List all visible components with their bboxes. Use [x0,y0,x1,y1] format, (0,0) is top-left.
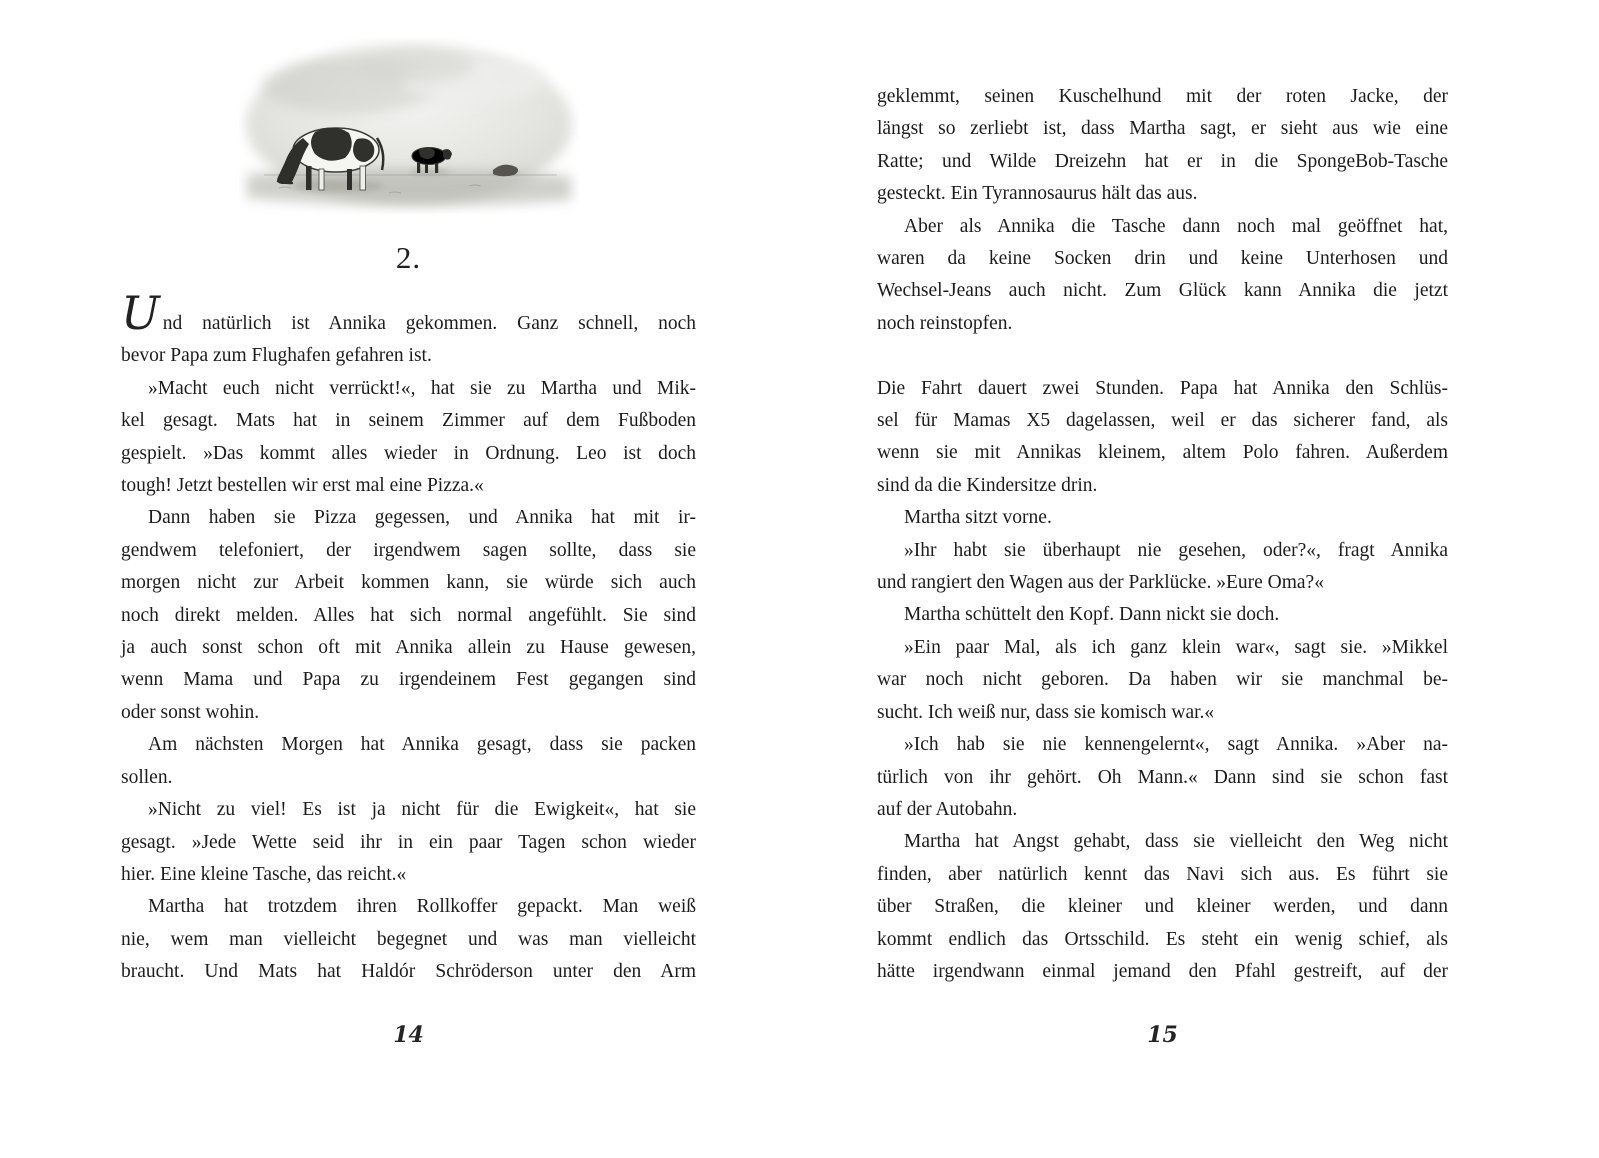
text-line: ja auch sonst schon oft mit Annika allein zu Hause gewesen, [121,637,696,659]
left-page [121,0,696,1158]
paragraph [877,535,1448,600]
text-line: gesteckt. Ein Tyrannosaurus hält das aus. [877,183,1198,205]
left-page-text [121,286,696,989]
text-line: kel gesagt. Mats hat in seinem Zimmer auf dem Fußboden [121,410,696,432]
paragraph [877,81,1448,211]
text-line: sind da die Kindersitze drin. [877,474,1098,496]
text-line: Martha hat Angst gehabt, dass sie vielleicht den Weg nicht [904,831,1448,853]
text-line: waren da keine Socken drin und keine Unterhosen und [877,248,1448,270]
text-line: Wechsel-Jeans auch nicht. Zum Glück kann Annika die jetzt [877,280,1448,302]
cow-pasture-illustration [239,38,579,214]
text-line: hätte irgendwann einmal jemand den Pfahl gestreift, auf der [877,960,1448,982]
text-line: Martha sitzt vorne. [904,507,1052,529]
page-number-right: 15 [1147,1022,1178,1048]
right-page-text [877,0,1448,988]
text-line: Martha schüttelt den Kopf. Dann nickt sie doch. [904,604,1280,626]
text-line: über Straßen, die kleiner und kleiner werden, und dann [877,896,1448,918]
text-line: kommt endlich das Ortsschild. Es steht ein wenig schief, als [877,928,1448,950]
text-line: oder sonst wohin. [121,701,260,723]
text-line: Dann haben sie Pizza gegessen, und Annika hat mit ir- [148,507,696,529]
text-line: Aber als Annika die Tasche dann noch mal geöffnet hat, [904,215,1448,237]
paragraph [877,729,1448,826]
right-page [877,0,1448,1158]
text-line: auf der Autobahn. [877,798,1018,820]
paragraph [877,826,1448,988]
text-line: bevor Papa zum Flughafen gefahren ist. [121,345,432,367]
text-line: türlich von ihr gehört. Oh Mann.« Dann sind sie schon fast [877,766,1448,788]
text-line: Die Fahrt dauert zwei Stunden. Papa hat Annika den Schlüs- [877,377,1448,399]
text-line: gesagt. »Jede Wette seid ihr in ein paar Tagen schon wieder [121,831,696,853]
paragraph [877,599,1448,631]
text-line: Und natürlich ist Annika gekommen. Ganz schnell, noch [121,286,696,340]
text-line: gespielt. »Das kommt alles wieder in Ordnung. Leo ist doch [121,442,696,464]
text-line: Am nächsten Morgen hat Annika gesagt, dass sie packen [148,734,696,756]
paragraph [877,373,1448,503]
text-line: und rangiert den Wagen aus der Parklücke. »Eure Oma?« [877,572,1324,594]
text-line: noch reinstopfen. [877,312,1013,334]
paragraph [121,891,696,988]
text-line: Ratte; und Wilde Dreizehn hat er in die SpongeBob-Tasche [877,150,1448,172]
text-line: längst so zerliebt ist, dass Martha sagt, er sieht aus wie eine [877,118,1448,140]
paragraph [877,502,1448,534]
text-line: »Ein paar Mal, als ich ganz klein war«, sagt sie. »Mikkel [904,636,1448,658]
text-line: braucht. Und Mats hat Haldór Schröderson unter den Arm [121,961,696,983]
text-line: Martha hat trotzdem ihren Rollkoffer gepackt. Man weiß [148,896,696,918]
text-line: gendwem telefoniert, der irgendwem sagen sollte, dass sie [121,539,696,561]
text-line: tough! Jetzt bestellen wir erst mal eine Pizza.« [121,475,484,497]
paragraph [121,286,696,373]
paragraph [121,729,696,794]
cow-pasture-illustration-svg [239,38,579,214]
text-line: morgen nicht zur Arbeit kommen kann, sie würde sich auch [121,572,696,594]
text-line: »Macht euch nicht verrückt!«, hat sie zu Martha und Mik- [148,377,696,399]
chapter-number: 2. [395,240,422,275]
paragraph [877,211,1448,341]
text-line: noch direkt melden. Alles hat sich normal angefühlt. Sie sind [121,604,696,626]
paragraph [121,502,696,729]
text-line: wenn Mama und Papa zu irgendeinem Fest gegangen sind [121,669,696,691]
text-line: sollen. [121,766,173,788]
text-line: nie, wem man vielleicht begegnet und was man vielleicht [121,928,696,950]
paragraph [121,794,696,891]
text-line: finden, aber natürlich kennt das Navi sich aus. Es führt sie [877,863,1448,885]
text-line: »Ihr habt sie überhaupt nie gesehen, oder?«, fragt Annika [904,539,1448,561]
text-line: sucht. Ich weiß nur, dass sie komisch war.« [877,701,1215,723]
drop-cap-initial: U [121,286,160,340]
text-line: »Nicht zu viel! Es ist ja nicht für die Ewigkeit«, hat sie [148,799,696,821]
text-line: geklemmt, seinen Kuschelhund mit der roten Jacke, der [877,86,1448,107]
paragraph [877,632,1448,729]
text-line: war noch nicht geboren. Da haben wir sie manchmal be- [877,669,1448,691]
paragraph [121,373,696,503]
text-line: wenn sie mit Annikas kleinem, altem Polo fahren. Außerdem [877,442,1448,464]
text-line: sel für Mamas X5 dagelassen, weil er das sicherer fand, als [877,410,1448,432]
text-line: »Ich hab sie nie kennengelernt«, sagt Annika. »Aber na- [904,734,1448,756]
text-line: hier. Eine kleine Tasche, das reicht.« [121,863,407,885]
page-number-left: 14 [393,1022,424,1048]
